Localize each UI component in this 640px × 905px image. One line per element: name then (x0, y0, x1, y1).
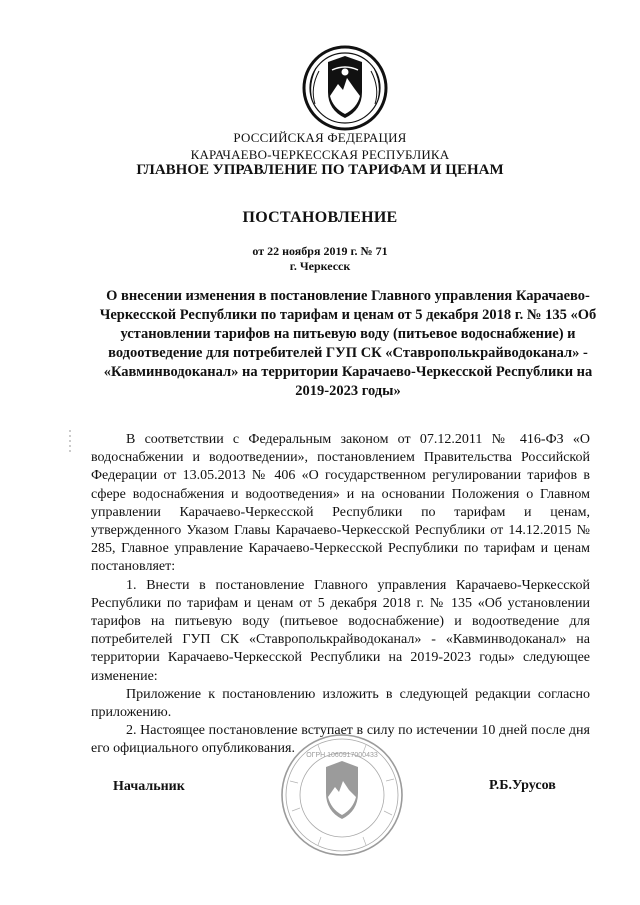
document-subject: О внесении изменения в постановление Главного управления Карачаево-Черкесской Республики по тарифам и ценам от 5 декабря 2018 г. № 135 «Об установлении тарифов на питьевую воду (питьевое водоснабжение) и водоотведение для потребителей ГУП СК «Ставрополькрайводоканал» - «Кавминводоканал» на территории Карачаево-Черкесской Республики на 2019-2023 годы» (99, 288, 597, 399)
coat-of-arms-emblem-icon (302, 44, 388, 132)
signature-name: Р.Б.Урусов (489, 778, 556, 793)
seal-number: ОГРН 1060917000433 (306, 752, 378, 759)
official-round-seal-icon (278, 731, 406, 859)
body-paragraph-item-1: 1. Внести в постановление Главного управления Карачаево-Черкесской Республики по тарифам и ценам от 5 декабря 2018 г. № 135 «Об установлении тарифов на питьевую воду (питьевое водоснабжение) и водоотведение для потребителей ГУП СК «Ставрополькрайводоканал» - «Кавминводоканал» на территории Карачаево-Черкесской Республики на 2019-2023 годы» следующее изменение: (91, 577, 590, 684)
body-paragraph-preamble: В соответствии с Федеральным законом от 07.12.2011 № 416-ФЗ «О водоснабжении и водоотведении», постановлением Правительства Российской Федерации от 13.05.2013 № 406 «О государственном регулировании тарифов в сфере водоснабжения и водоотведения» и на основании Положения о Главном управлении Карачаево-Черкесской Республики по тарифам и ценам, утвержденного Указом Главы Карачаево-Черкесской Республики от 14.12.2015 № 285, Главное управление Карачаево-Черкесской Республики по тарифам и ценам постановляет: (91, 432, 590, 575)
document-date-number: от 22 ноября 2019 г. № 71 (252, 244, 388, 258)
document-city: г. Черкесск (289, 259, 351, 273)
header-republic: КАРАЧАЕВО-ЧЕРКЕССКАЯ РЕСПУБЛИКА (190, 147, 450, 162)
header-agency: ГЛАВНОЕ УПРАВЛЕНИЕ ПО ТАРИФАМ И ЦЕНАМ (136, 162, 504, 178)
header-country: РОССИЙСКАЯ ФЕДЕРАЦИЯ (233, 130, 407, 145)
body-paragraph-annex: Приложение к постановлению изложить в следующей редакции согласно приложению. (91, 686, 590, 721)
document-body (91, 431, 590, 759)
document-type: ПОСТАНОВЛЕНИЕ (242, 209, 398, 226)
body-paragraph-item-2: 2. Настоящее постановление вступает в силу по истечении 10 дней после дня его официального опубликования. (91, 723, 590, 757)
margin-mark (69, 430, 71, 452)
signature-position: Начальник (113, 779, 185, 794)
